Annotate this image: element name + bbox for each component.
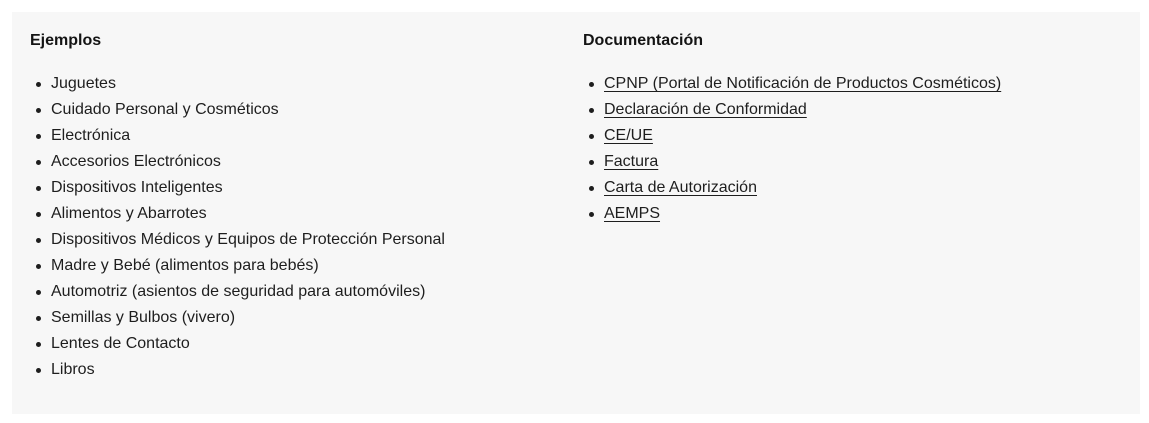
list-item-label: Electrónica: [51, 127, 131, 144]
list-item: [583, 97, 1128, 123]
bullet-icon: [589, 108, 594, 113]
list-item: [30, 175, 570, 201]
doc-link-authorization-letter[interactable]: Carta de Autorización: [604, 179, 757, 196]
list-item: [30, 279, 570, 305]
list-item: [30, 357, 570, 383]
list-item-label: Cuidado Personal y Cosméticos: [51, 101, 279, 118]
bullet-icon: [36, 212, 41, 217]
bullet-icon: [36, 186, 41, 191]
bullet-icon: [36, 160, 41, 165]
list-item: [30, 123, 570, 149]
list-item-label: Libros: [51, 361, 95, 378]
list-item: [30, 97, 570, 123]
bullet-icon: [589, 160, 594, 165]
doc-link-invoice[interactable]: Factura: [604, 153, 659, 170]
doc-link-cpnp[interactable]: CPNP (Portal de Notificación de Productos Cosméticos): [604, 75, 1002, 92]
list-item-label: Dispositivos Inteligentes: [51, 179, 223, 196]
doc-link-aemps[interactable]: AEMPS: [604, 205, 661, 222]
documentation-heading: Documentación: [583, 32, 704, 49]
documentation-list: [583, 71, 1128, 227]
bullet-icon: [36, 368, 41, 373]
doc-link-ce-ue[interactable]: CE/UE: [604, 127, 653, 144]
bullet-icon: [36, 342, 41, 347]
bullet-icon: [589, 134, 594, 139]
list-item-label: Lentes de Contacto: [51, 335, 190, 352]
list-item: [30, 71, 570, 97]
bullet-icon: [36, 134, 41, 139]
bullet-icon: [589, 82, 594, 87]
bullet-icon: [589, 186, 594, 191]
bullet-icon: [36, 108, 41, 113]
bullet-icon: [36, 290, 41, 295]
list-item: [583, 201, 1128, 227]
examples-list: [30, 71, 570, 383]
documentation-column: [583, 29, 1128, 227]
bullet-icon: [36, 316, 41, 321]
list-item-label: Accesorios Electrónicos: [51, 153, 221, 170]
examples-heading: Ejemplos: [30, 32, 102, 49]
list-item: [583, 71, 1128, 97]
bullet-icon: [36, 264, 41, 269]
list-item: [30, 201, 570, 227]
content-panel: [12, 12, 1140, 414]
list-item: [30, 253, 570, 279]
list-item-label: Juguetes: [51, 75, 116, 92]
list-item-label: Alimentos y Abarrotes: [51, 205, 207, 222]
bullet-icon: [36, 238, 41, 243]
bullet-icon: [36, 82, 41, 87]
examples-column: [30, 29, 570, 383]
list-item: [30, 149, 570, 175]
list-item-label: Madre y Bebé (alimentos para bebés): [51, 257, 319, 274]
list-item: [30, 227, 570, 253]
list-item: [583, 175, 1128, 201]
list-item-label: Automotriz (asientos de seguridad para automóviles): [51, 283, 426, 300]
bullet-icon: [589, 212, 594, 217]
list-item: [30, 331, 570, 357]
doc-link-declaration-of-conformity[interactable]: Declaración de Conformidad: [604, 101, 807, 118]
list-item: [583, 149, 1128, 175]
list-item-label: Dispositivos Médicos y Equipos de Protección Personal: [51, 231, 445, 248]
list-item: [583, 123, 1128, 149]
list-item: [30, 305, 570, 331]
list-item-label: Semillas y Bulbos (vivero): [51, 309, 236, 326]
